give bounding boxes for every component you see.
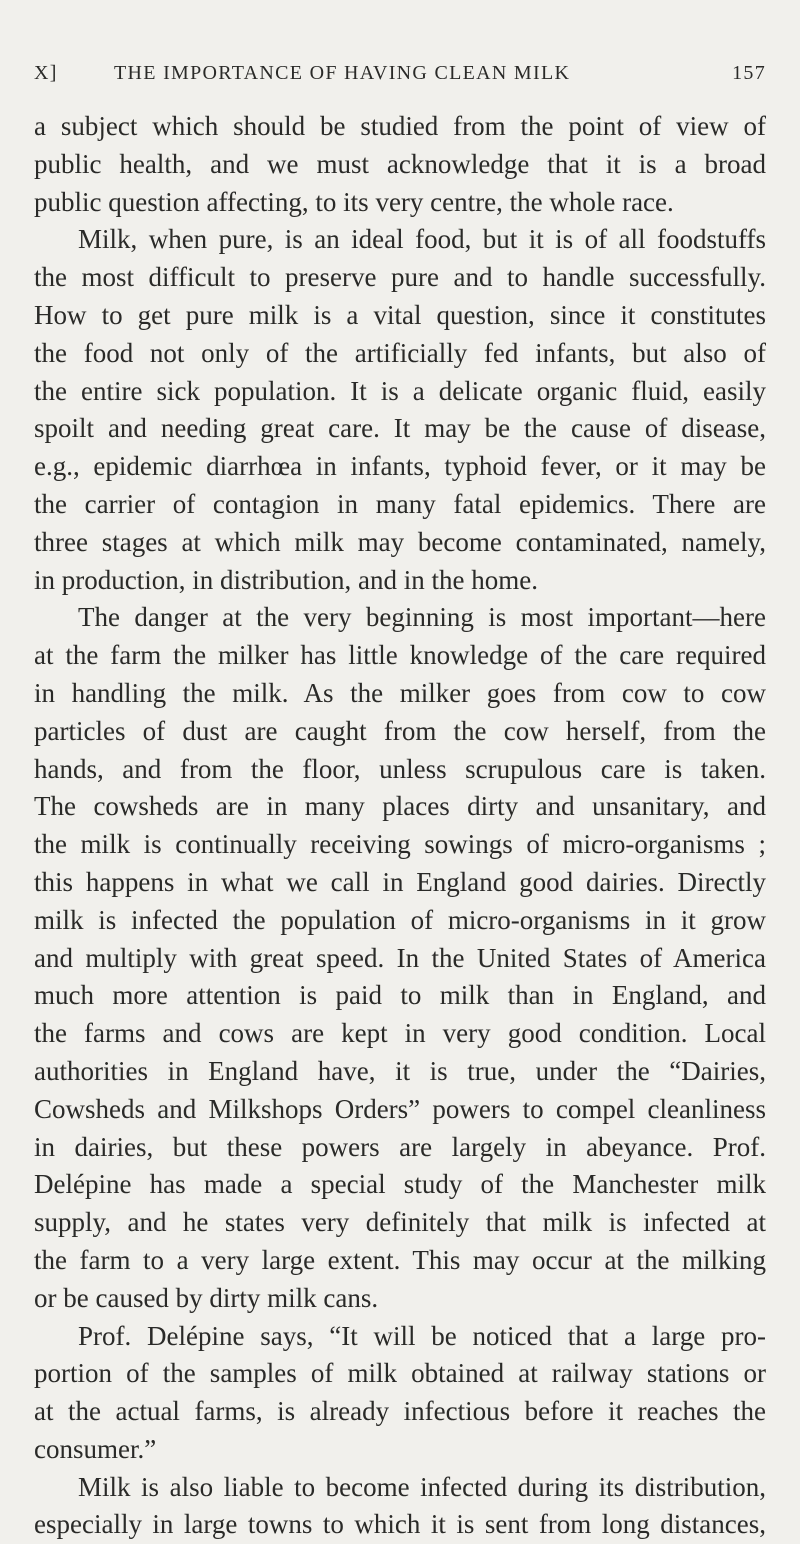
text-line: or be caused by dirty milk cans. <box>34 1282 379 1313</box>
text-line: the farm to a very large extent. This may occur at the milking <box>34 1244 766 1275</box>
text-line: much more attention is paid to milk than in England, and <box>34 980 766 1011</box>
text-line: spoilt and needing great care. It may be the cause of disease, <box>34 413 766 444</box>
paragraph <box>34 599 766 1317</box>
text-line: the milk is continually receiving sowings of micro-organisms ; <box>34 829 766 860</box>
body-text <box>34 108 766 1544</box>
text-line: this happens in what we call in England good dairies. Directly <box>34 866 766 897</box>
text-line: Prof. Delépine says, “It will be noticed that a large pro- <box>78 1320 766 1351</box>
text-line: at the farm the milker has little knowledge of the care required <box>34 640 766 671</box>
paragraph <box>34 108 766 221</box>
text-line: portion of the samples of milk obtained at railway stations or <box>34 1358 766 1389</box>
page-number: 157 <box>732 62 766 84</box>
text-line: a subject which should be studied from the point of view of <box>34 111 766 141</box>
chapter-number: X] <box>34 62 58 84</box>
text-line: the entire sick population. It is a delicate organic fluid, easily <box>34 375 766 406</box>
running-head <box>34 62 766 92</box>
paragraph <box>34 221 766 599</box>
paragraph <box>34 1318 766 1469</box>
text-line: at the actual farms, is already infectious before it reaches the <box>34 1396 766 1427</box>
text-line: three stages at which milk may become contaminated, namely, <box>34 526 766 557</box>
text-line: in dairies, but these powers are largely in abeyance. Prof. <box>34 1131 766 1162</box>
text-line: Milk is also liable to become infected during its distribution, <box>78 1471 766 1502</box>
text-line: the food not only of the artificially fed infants, but also of <box>34 337 766 368</box>
text-line: How to get pure milk is a vital question, since it constitutes <box>34 299 766 330</box>
text-line: consumer.” <box>34 1433 157 1464</box>
text-line: The cowsheds are in many places dirty and unsanitary, and <box>34 791 766 822</box>
text-line: supply, and he states very definitely that milk is infected at <box>34 1207 766 1238</box>
text-line: the carrier of contagion in many fatal epidemics. There are <box>34 488 766 519</box>
text-line: in handling the milk. As the milker goes from cow to cow <box>34 677 766 708</box>
text-line: in production, in distribution, and in the home. <box>34 564 538 595</box>
text-line: authorities in England have, it is true, under the “Dairies, <box>34 1055 766 1086</box>
text-line: Cowsheds and Milkshops Orders” powers to compel cleanliness <box>34 1093 766 1124</box>
text-line: and multiply with great speed. In the United States of America <box>34 942 766 973</box>
text-line: Milk, when pure, is an ideal food, but it is of all foodstuffs <box>78 224 766 255</box>
text-line: particles of dust are caught from the cow herself, from the <box>34 715 766 746</box>
text-line: The danger at the very beginning is most important—here <box>78 602 766 633</box>
text-line: e.g., epidemic diarrhœa in infants, typhoid fever, or it may be <box>34 451 766 482</box>
text-line: Delépine has made a special study of the Manchester milk <box>34 1169 766 1200</box>
text-line: especially in large towns to which it is sent from long distances, <box>34 1509 766 1540</box>
text-line: milk is infected the population of micro-organisms in it grow <box>34 904 766 935</box>
text-line: hands, and from the floor, unless scrupulous care is taken. <box>34 753 766 784</box>
paragraph <box>34 1469 766 1544</box>
text-line: the farms and cows are kept in very good condition. Local <box>34 1018 766 1049</box>
text-line: the most difficult to preserve pure and to handle successfully. <box>34 262 766 293</box>
running-title: THE IMPORTANCE OF HAVING CLEAN MILK <box>114 62 571 84</box>
text-line: public question affecting, to its very centre, the whole race. <box>34 186 674 217</box>
text-line: public health, and we must acknowledge that it is a broad <box>34 148 766 179</box>
